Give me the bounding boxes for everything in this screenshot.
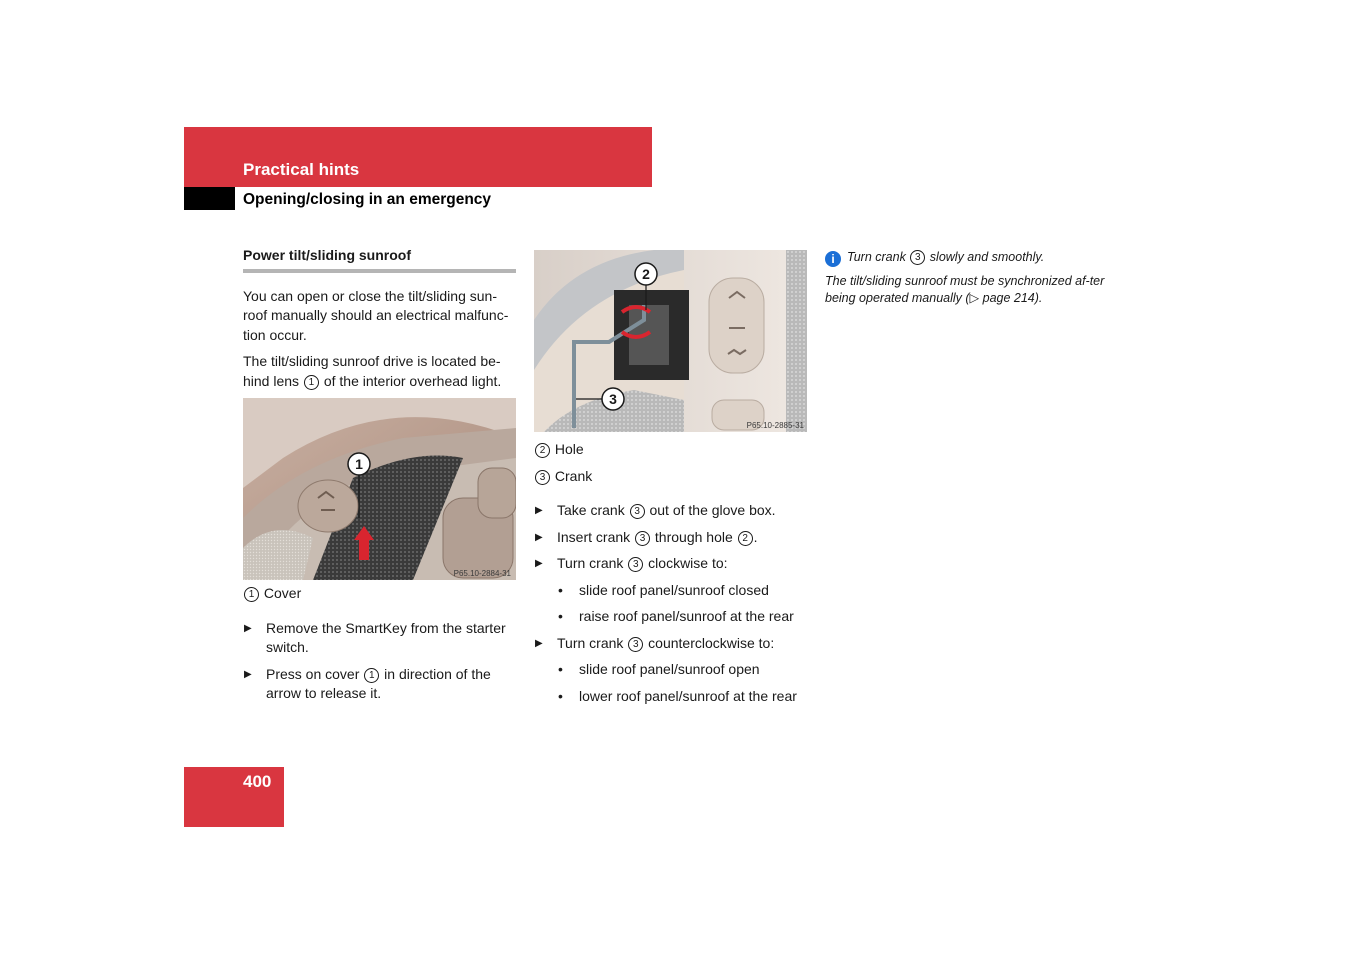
figure-code: P65.10-2885-31: [746, 421, 804, 430]
subsection-title: Opening/closing in an emergency: [243, 191, 492, 208]
figure-callout-2: 2: [642, 266, 650, 282]
column-middle: [534, 250, 807, 713]
list-item: • slide roof panel/sunroof open: [534, 660, 807, 680]
info-note: [825, 249, 1110, 313]
step-insert-crank: ▶ Insert crank 3 through hole 2 .: [534, 528, 807, 548]
note-synchronize: The tilt/sliding sunroof must be synchronized af-ter being operated manually (▷ page 214).: [825, 274, 1105, 305]
column-left: [243, 246, 516, 711]
figure-code: P65.10-2884-31: [453, 569, 511, 578]
figure-callout-1: 1: [355, 456, 363, 472]
figure-overhead-light: [243, 398, 516, 580]
step-take-crank: ▶ Take crank 3 out of the glove box.: [534, 501, 807, 521]
paragraph-intro: You can open or close the tilt/sliding sun-roof manually should an electrical malfunc-tion occur.: [243, 287, 509, 343]
info-icon: i: [825, 251, 841, 267]
paragraph-location: The tilt/sliding sunroof drive is located be-hind lens 1 of the interior overhead light.: [243, 353, 502, 389]
list-item: • slide roof panel/sunroof closed: [534, 581, 807, 601]
header-tab: [184, 187, 235, 210]
step-turn-counterclockwise: ▶ Turn crank 3 counterclockwise to:: [534, 634, 807, 654]
step-press-cover: ▶ Press on cover 1 in direction of the arrow to release it.: [243, 665, 516, 704]
page-number: 400: [243, 772, 272, 791]
callout-number: 1: [304, 375, 319, 390]
legend-crank: 3 Crank: [534, 467, 807, 487]
figure-callout-3: 3: [609, 391, 617, 407]
section-title: Practical hints: [243, 160, 360, 179]
note-turn-slowly: i Turn crank 3 slowly and smoothly.: [825, 249, 1110, 267]
step-turn-clockwise: ▶ Turn crank 3 clockwise to:: [534, 554, 807, 574]
legend-cover: 1 Cover: [243, 584, 516, 604]
list-item: • lower roof panel/sunroof at the rear: [534, 687, 807, 707]
step-remove-key: ▶ Remove the SmartKey from the starter switch.: [243, 619, 516, 658]
figure-crank: [534, 250, 807, 432]
list-item: • raise roof panel/sunroof at the rear: [534, 607, 807, 627]
legend-hole: 2 Hole: [534, 440, 807, 460]
heading-sunroof: Power tilt/sliding sunroof: [243, 246, 516, 273]
